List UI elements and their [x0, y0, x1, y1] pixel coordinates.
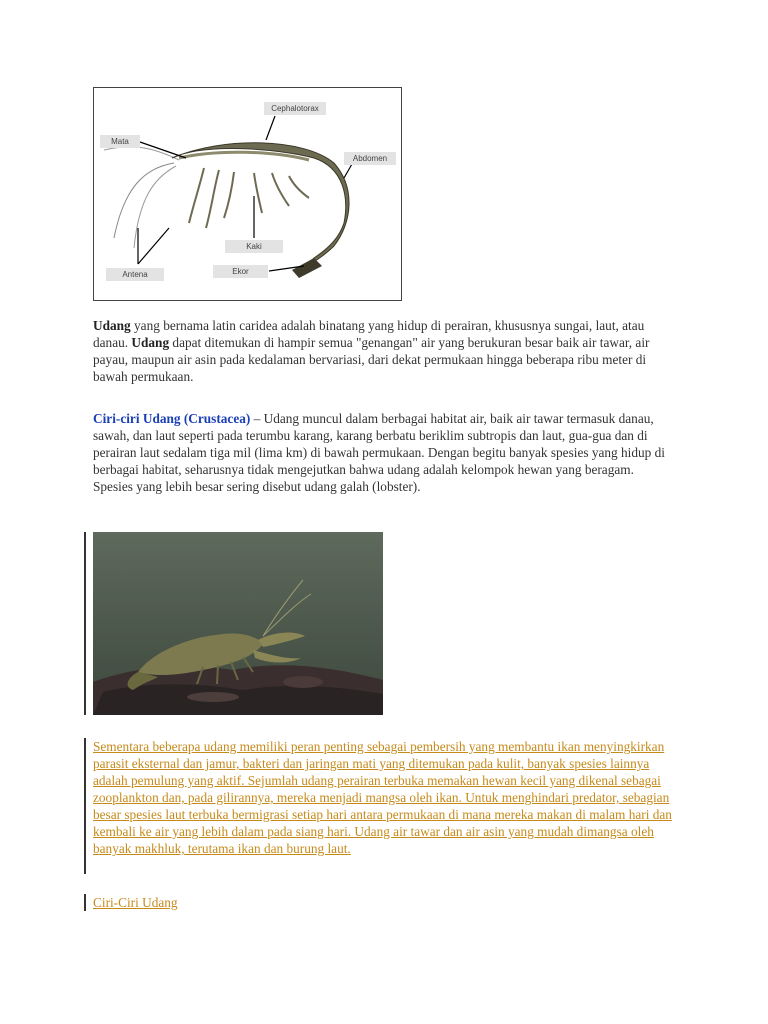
- ciri-heading: Ciri-ciri Udang (Crustacea): [93, 411, 251, 426]
- term-udang: Udang: [93, 318, 131, 333]
- term-udang-2: Udang: [131, 335, 170, 350]
- link-paragraph-text[interactable]: Sementara beberapa udang memiliki peran penting sebagai pembersih yang membantu ikan menyingkirkan parasit eksternal dan jamur, bakteri dan jaringan mati yang ditemukan pada kulit, banyak spesies lainnya adalah pemulung yang aktif. Sejumlah udang perairan terbuka memakan hewan kecil yang dikenal sebagai zooplankton dan, pada gilirannya, mereka menjadi mangsa oleh ikan. Untuk menghindari predator, sebagian besar spesies laut terbuka bermigrasi setiap hari antara permukaan di mana mereka makan di malam hari dan kembali ke air yang lebih dalam pada siang hari. Udang air tawar dan air asin yang mudah dimangsa oleh banyak makhluk, terutama ikan dan burung laut.: [93, 739, 672, 856]
- ciri-paragraph: [93, 410, 673, 495]
- label-ekor: Ekor: [213, 265, 268, 278]
- intro-text-1: yang bernama latin caridea adalah binatang yang hidup di perairan, khususnya sungai, laut, atau danau.: [93, 318, 645, 350]
- bottom-link-bar: [84, 894, 86, 911]
- link-side-bar: [84, 738, 86, 874]
- label-kaki: Kaki: [225, 240, 283, 253]
- ciri-text: – Udang muncul dalam berbagai habitat air, baik air tawar termasuk danau, sawah, dan laut seperti pada terumbu karang, karang berbatu beriklim subtropis dan laut, gua-gua dan di perairan laut sedalam tiga mil (lima km) di bawah permukaan. Dengan begitu banyak spesies yang hidup di berbagai habitat, seharusnya tidak mengejutkan bahwa udang adalah kelompok hewan yang beragam. Spesies yang lebih besar sering disebut udang galah (lobster).: [93, 411, 665, 494]
- intro-paragraph: [93, 317, 673, 385]
- ciri-ciri-udang-link[interactable]: [93, 894, 673, 911]
- intro-text-2: dapat ditemukan di hampir semua "genangan" air yang berukuran besar baik air tawar, air payau, maupun air asin pada kedalaman bervariasi, dari dekat permukaan hingga beberapa ribu meter di bawah permukaan.: [93, 335, 650, 384]
- link-paragraph[interactable]: [93, 738, 673, 857]
- ciri-ciri-udang-link-text[interactable]: Ciri-Ciri Udang: [93, 895, 178, 910]
- label-cephalotorax: Cephalotorax: [264, 102, 326, 115]
- label-antena: Antena: [106, 268, 164, 281]
- label-mata: Mata: [100, 135, 140, 148]
- shrimp-anatomy-diagram: [93, 87, 402, 301]
- photo-side-bar: [84, 532, 86, 715]
- label-abdomen: Abdomen: [344, 152, 396, 165]
- crayfish-photo: [93, 532, 383, 715]
